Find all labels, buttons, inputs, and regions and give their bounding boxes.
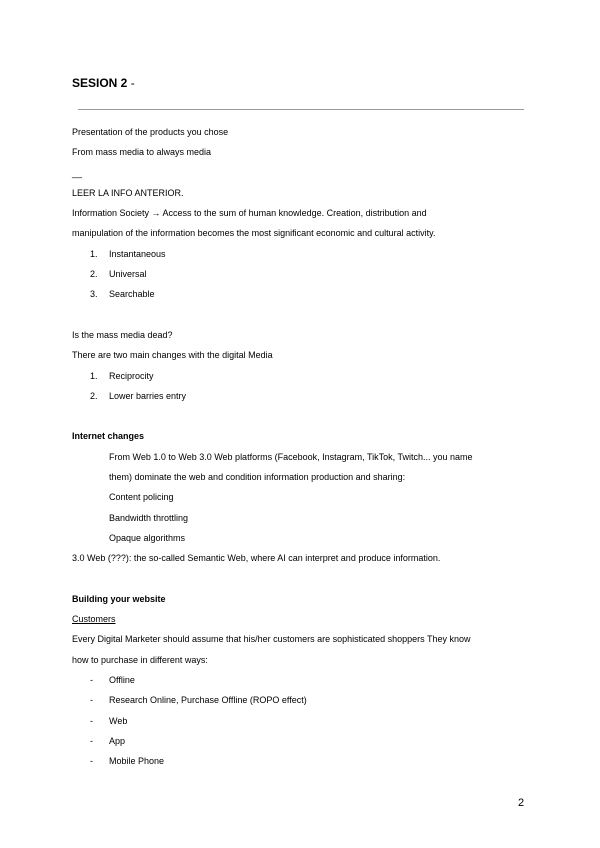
- list-item-text: Web: [109, 715, 128, 726]
- internet-paragraph-line-1: From Web 1.0 to Web 3.0 Web platforms (Facebook, Instagram, TikTok, Twitch... you name: [109, 451, 473, 462]
- list-number: 2.: [90, 390, 98, 401]
- title-suffix: -: [127, 76, 135, 90]
- title-text: SESION 2: [72, 76, 128, 90]
- list-item: [72, 731, 532, 751]
- blank-line: [72, 305, 532, 325]
- list-item: [72, 751, 532, 771]
- separator-line: __: [72, 167, 83, 178]
- website-paragraph-line-2: how to purchase in different ways:: [72, 654, 208, 665]
- list-item-text: Universal: [109, 269, 147, 280]
- intro-line-1: Presentation of the products you chose: [72, 127, 229, 137]
- list-item-text: App: [109, 735, 126, 746]
- blank-line: [72, 569, 532, 589]
- note-line: LEER LA INFO ANTERIOR.: [72, 187, 184, 198]
- list-dash: -: [90, 756, 93, 767]
- list-item: [72, 670, 532, 690]
- list-item: [72, 711, 532, 731]
- section-heading-internet: Internet changes: [72, 431, 145, 442]
- horizontal-rule: [78, 109, 524, 110]
- list-item: [72, 386, 532, 406]
- list-dash: -: [90, 695, 93, 706]
- internet-paragraph-line-2: them) dominate the web and condition information production and sharing:: [109, 472, 406, 483]
- list-dash: -: [90, 735, 93, 746]
- list-item-text: Offline: [109, 675, 135, 686]
- list-item-text: Mobile Phone: [109, 756, 165, 767]
- subheading-customers: Customers: [72, 614, 116, 625]
- list-item: [72, 284, 532, 304]
- section-heading-website: Building your website: [72, 593, 166, 604]
- list-item: [72, 264, 532, 284]
- list-item-text: Research Online, Purchase Offline (ROPO effect): [109, 695, 307, 706]
- mass-media-statement: There are two main changes with the digital Media: [72, 350, 273, 361]
- page-number: 2: [518, 797, 525, 809]
- list-item: [72, 366, 532, 386]
- list-item-text: Searchable: [109, 289, 155, 300]
- web3-line: 3.0 Web (???): the so-called Semantic Web, where AI can interpret and produce information.: [72, 553, 441, 564]
- page-title: [72, 76, 135, 90]
- list-item-text: Lower barries entry: [109, 390, 187, 401]
- blank-line: [72, 406, 532, 426]
- list-dash: -: [90, 715, 93, 726]
- internet-item: Content policing: [109, 492, 174, 503]
- internet-item: Opaque algorithms: [109, 532, 186, 543]
- list-number: 1.: [90, 370, 98, 381]
- document-body: [72, 122, 532, 772]
- list-number: 1.: [90, 248, 98, 259]
- info-society-line-2: manipulation of the information becomes the most significant economic and cultural activity.: [72, 228, 436, 239]
- list-item: [72, 244, 532, 264]
- info-society-line-1: Information Society → Access to the sum of human knowledge. Creation, distribution and: [72, 208, 427, 219]
- list-item: [72, 690, 532, 710]
- list-item-text: Instantaneous: [109, 248, 166, 259]
- list-dash: -: [90, 675, 93, 686]
- intro-line-2: From mass media to always media: [72, 147, 212, 158]
- list-number: 2.: [90, 269, 98, 280]
- internet-item: Bandwidth throttling: [109, 512, 189, 523]
- website-paragraph-line-1: Every Digital Marketer should assume that his/her customers are sophisticated shoppers They know: [72, 634, 471, 645]
- list-item-text: Reciprocity: [109, 370, 154, 381]
- list-number: 3.: [90, 289, 98, 300]
- mass-media-question: Is the mass media dead?: [72, 329, 173, 340]
